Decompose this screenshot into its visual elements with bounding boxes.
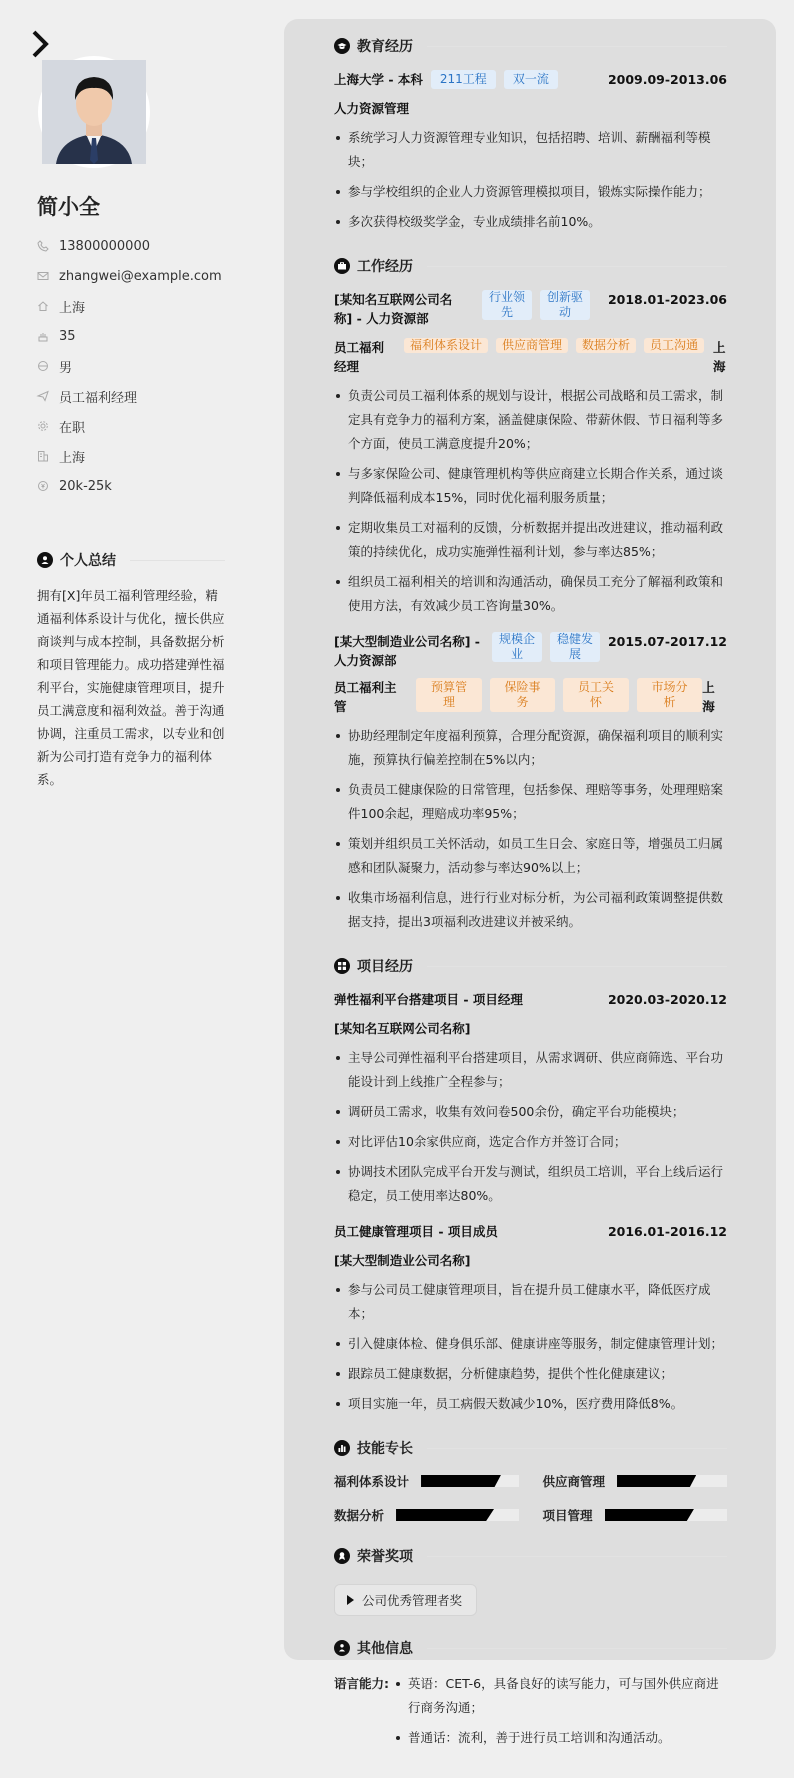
list-item: 协调技术团队完成平台开发与测试，组织员工培训，平台上线后运行稳定，员工使用率达80%。	[334, 1160, 727, 1208]
list-item: 组织员工福利相关的培训和沟通活动，确保员工充分了解福利政策和使用方法，有效减少员工咨询量30%。	[334, 570, 727, 618]
skill-bar-fill	[396, 1509, 494, 1521]
skill-bar-fill	[421, 1475, 501, 1487]
projects-heading	[334, 956, 727, 976]
project-entry	[334, 990, 727, 1208]
building-icon	[37, 450, 49, 462]
role-row	[334, 338, 727, 376]
divider	[427, 1448, 727, 1449]
divider	[427, 1648, 727, 1649]
list-item: 定期收集员工对福利的反馈，分析数据并提出改进建议，推动福利政策的持续优化，成功实施弹性福利计划，参与率达85%；	[334, 516, 727, 564]
section-title: 工作经历	[357, 259, 413, 275]
info-position	[37, 381, 267, 411]
role-tag: 员工沟通	[644, 338, 704, 353]
logo-icon	[32, 30, 50, 58]
summary-heading	[37, 550, 225, 570]
project-company: [某知名互联网公司名称]	[334, 1021, 471, 1036]
skills-grid	[334, 1472, 727, 1524]
list-item: 项目实施一年，员工病假天数减少10%，医疗费用降低8%。	[334, 1392, 727, 1416]
list-item: 对比评估10余家供应商，选定合作方并签订合同；	[334, 1130, 727, 1154]
honors-heading	[334, 1546, 727, 1566]
skill-bar	[421, 1475, 518, 1487]
gear-icon	[37, 420, 49, 432]
info-gender	[37, 351, 267, 381]
company-tag: 行业领先	[482, 290, 532, 320]
company-name: [某大型制造业公司名称] - 人力资源部	[334, 634, 480, 668]
job-entry	[334, 290, 727, 618]
list-item: 与多家保险公司、健康管理机构等供应商建立长期合作关系，通过谈判降低福利成本15%，同时优化福利服务质量；	[334, 462, 727, 510]
major: 人力资源管理	[334, 101, 410, 116]
list-item: 策划并组织员工关怀活动，如员工生日会、家庭日等，增强员工归属感和团队凝聚力，活动参与率达90%以上；	[334, 832, 727, 880]
info-age	[37, 321, 267, 351]
info-location	[37, 291, 267, 321]
role-tag: 供应商管理	[496, 338, 568, 353]
play-icon	[347, 1595, 354, 1605]
section-title: 教育经历	[357, 39, 413, 55]
skill-bar	[396, 1509, 518, 1521]
skills-heading	[334, 1438, 727, 1458]
contact-info	[37, 231, 267, 501]
info-text: zhangwei@example.com	[59, 268, 222, 284]
skill-item	[543, 1506, 728, 1524]
info-salary	[37, 471, 267, 501]
skills-section	[334, 1438, 727, 1524]
skill-bar-fill	[605, 1509, 694, 1521]
skill-bar	[617, 1475, 727, 1487]
list-item: 参与学校组织的企业人力资源管理模拟项目，锻炼实际操作能力；	[334, 180, 727, 204]
list-item: 主导公司弹性福利平台搭建项目，从需求调研、供应商筛选、平台功能设计到上线推广全程参与；	[334, 1046, 727, 1094]
company-tag: 创新驱动	[540, 290, 590, 320]
section-title: 个人总结	[60, 553, 116, 569]
info-email	[37, 261, 267, 291]
entry-header	[334, 1222, 727, 1241]
bar-chart-icon	[334, 1440, 350, 1456]
info-text: 员工福利经理	[59, 390, 138, 406]
projects-section	[334, 956, 727, 1416]
skill-name: 福利体系设计	[334, 1474, 410, 1489]
bullet-list	[334, 1278, 727, 1416]
entry-header	[334, 290, 727, 328]
entry-header	[334, 70, 727, 89]
role-tag: 数据分析	[576, 338, 636, 353]
list-item: 负责公司员工福利体系的规划与设计，根据公司战略和员工需求，制定具有竞争力的福利方案，涵盖健康保险、带薪休假、节日福利等多个方面，使员工满意度提升20%；	[334, 384, 727, 456]
list-item: 参与公司员工健康管理项目，旨在提升员工健康水平，降低医疗成本；	[334, 1278, 727, 1326]
language-row	[334, 1672, 727, 1756]
divider	[427, 966, 727, 967]
list-item: 跟踪员工健康数据，分析健康趋势，提供个性化健康建议；	[334, 1362, 727, 1386]
divider	[427, 1556, 727, 1557]
school-tag: 双一流	[504, 70, 558, 89]
gender-icon	[37, 360, 49, 372]
list-item: 调研员工需求，收集有效问卷500余份，确定平台功能模块；	[334, 1100, 727, 1124]
company-tag: 稳健发展	[550, 632, 600, 662]
skill-name: 数据分析	[334, 1508, 385, 1523]
skill-item	[543, 1472, 728, 1490]
date-range: 2015.07-2017.12	[607, 634, 727, 649]
list-item: 负责员工健康保险的日常管理，包括参保、理赔等事务，处理理赔案件100余起，理赔成功率95%；	[334, 778, 727, 826]
phone-icon	[37, 240, 49, 252]
list-item: 引入健康体检、健身俱乐部、健康讲座等服务，制定健康管理计划；	[334, 1332, 727, 1356]
education-entry	[334, 70, 727, 234]
graduation-cap-icon	[334, 38, 350, 54]
project-entry	[334, 1222, 727, 1416]
school-name: 上海大学 - 本科	[334, 72, 423, 87]
briefcase-icon	[334, 258, 350, 274]
award-name: 公司优秀管理者奖	[362, 1593, 463, 1608]
summary-text: 拥有[X]年员工福利管理经验，精通福利体系设计与优化，擅长供应商谈判与成本控制，具备数据分析和项目管理能力。成功搭建弹性福利平台，实施健康管理项目，提升员工满意度和福利效益。善于沟通协调，注重员工需求，以专业和创新为公司打造有竞争力的福利体系。	[37, 588, 225, 787]
work-section	[334, 256, 727, 934]
project-name: 员工健康管理项目 - 项目成员	[334, 1224, 498, 1239]
bullet-list	[334, 126, 727, 234]
mail-icon	[37, 270, 49, 282]
info-text: 20k-25k	[59, 478, 112, 494]
section-title: 技能专长	[357, 1441, 413, 1457]
info-phone	[37, 231, 267, 261]
people-icon	[334, 1640, 350, 1656]
bullet-list	[334, 724, 727, 934]
other-label: 语言能力:	[334, 1676, 389, 1691]
bullet-list	[334, 1046, 727, 1208]
section-title: 其他信息	[357, 1641, 413, 1657]
project-company: [某大型制造业公司名称]	[334, 1253, 471, 1268]
divider	[427, 46, 727, 47]
summary-section	[37, 550, 225, 791]
section-title: 荣誉奖项	[357, 1549, 413, 1565]
company-name: [某知名互联网公司名称] - 人力资源部	[334, 292, 453, 326]
list-item: 系统学习人力资源管理专业知识，包括招聘、培训、薪酬福利等模块；	[334, 126, 727, 174]
info-city	[37, 441, 267, 471]
bullet-list	[394, 1672, 727, 1756]
role-tag: 保险事务	[490, 678, 556, 712]
section-title: 项目经历	[357, 959, 413, 975]
bullet-list	[334, 384, 727, 618]
school-tag: 211工程	[431, 70, 496, 89]
candidate-name: 简小全	[37, 195, 100, 219]
skill-item	[334, 1472, 519, 1490]
job-city: 上海	[702, 680, 715, 714]
date-range: 2016.01-2016.12	[607, 1224, 727, 1239]
home-icon	[37, 300, 49, 312]
info-text: 13800000000	[59, 238, 150, 254]
job-entry	[334, 632, 727, 934]
age-icon	[37, 330, 49, 342]
divider	[427, 266, 727, 267]
info-text: 上海	[59, 300, 86, 316]
entry-header	[334, 632, 727, 670]
info-text: 在职	[59, 420, 86, 436]
role-title: 员工福利主管	[334, 680, 397, 714]
divider	[130, 560, 225, 561]
project-name: 弹性福利平台搭建项目 - 项目经理	[334, 992, 523, 1007]
info-status	[37, 411, 267, 441]
skill-bar-fill	[617, 1475, 696, 1487]
role-title: 员工福利经理	[334, 340, 385, 374]
company-tag: 规模企业	[492, 632, 542, 662]
list-item: 收集市场福利信息，进行行业对标分析，为公司福利政策调整提供数据支持，提出3项福利改进建议并被采纳。	[334, 886, 727, 934]
info-text: 男	[59, 360, 73, 376]
avatar	[38, 56, 150, 168]
skill-bar	[605, 1509, 727, 1521]
salary-icon	[37, 480, 49, 492]
honors-section	[334, 1546, 727, 1616]
user-icon	[37, 552, 53, 568]
role-tag: 市场分析	[637, 678, 703, 712]
skill-item	[334, 1506, 519, 1524]
info-text: 上海	[59, 450, 86, 466]
education-section	[334, 36, 727, 234]
education-heading	[334, 36, 727, 56]
award-icon	[334, 1548, 350, 1564]
date-range: 2009.09-2013.06	[607, 72, 727, 87]
entry-header	[334, 990, 727, 1009]
other-section	[334, 1638, 727, 1756]
send-icon	[37, 390, 49, 402]
skill-name: 项目管理	[542, 1508, 593, 1523]
info-text: 35	[59, 328, 76, 344]
list-item: 英语：CET-6，具备良好的读写能力，可与国外供应商进行商务沟通；	[394, 1672, 727, 1720]
work-heading	[334, 256, 727, 276]
list-item: 多次获得校级奖学金，专业成绩排名前10%。	[334, 210, 727, 234]
date-range: 2020.03-2020.12	[607, 992, 727, 1007]
main-content	[334, 36, 727, 1778]
award-badge	[334, 1584, 477, 1616]
other-heading	[334, 1638, 727, 1658]
list-item: 普通话：流利，善于进行员工培训和沟通活动。	[394, 1726, 727, 1750]
role-tag: 员工关怀	[563, 678, 629, 712]
grid-icon	[334, 958, 350, 974]
role-tag: 福利体系设计	[404, 338, 488, 353]
date-range: 2018.01-2023.06	[607, 292, 727, 307]
role-row	[334, 678, 727, 716]
list-item: 协助经理制定年度福利预算，合理分配资源，确保福利项目的顺利实施，预算执行偏差控制在5%以内；	[334, 724, 727, 772]
skill-name: 供应商管理	[542, 1474, 606, 1489]
job-city: 上海	[713, 340, 726, 374]
role-tag: 预算管理	[416, 678, 482, 712]
